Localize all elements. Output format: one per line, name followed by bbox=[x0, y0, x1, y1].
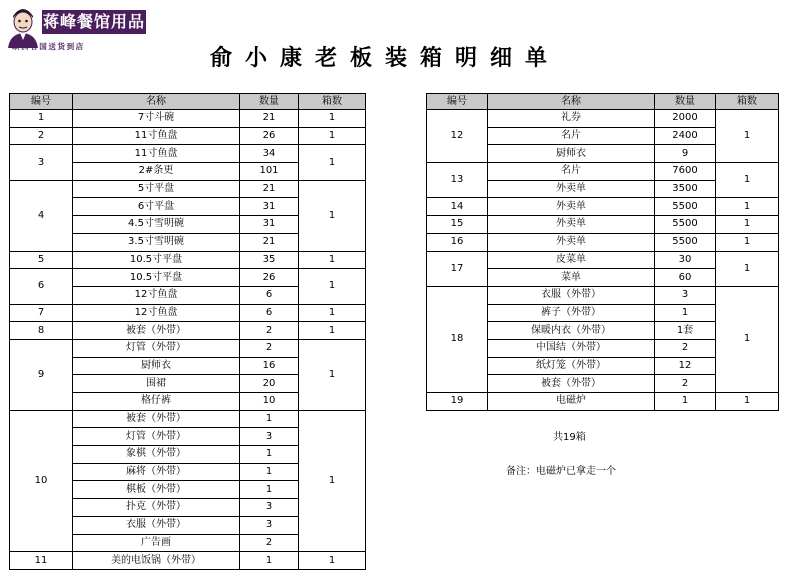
cell-number: 11 bbox=[10, 552, 73, 570]
cell-quantity: 31 bbox=[240, 198, 299, 216]
cell-item-name: 外卖单 bbox=[488, 233, 655, 251]
column-header-number: 编号 bbox=[10, 94, 73, 110]
table-row bbox=[10, 552, 366, 570]
cell-item-name: 礼券 bbox=[488, 110, 655, 128]
table-row bbox=[10, 322, 366, 340]
cell-item-name: 麻将（外带） bbox=[73, 463, 240, 481]
column-header-quantity: 数量 bbox=[655, 94, 716, 110]
cell-item-name: 外卖单 bbox=[488, 216, 655, 234]
cell-item-name: 11寸鱼盘 bbox=[73, 145, 240, 163]
cell-quantity: 1 bbox=[240, 481, 299, 499]
cell-item-name: 格仔裤 bbox=[73, 393, 240, 411]
cell-item-name: 厨师衣 bbox=[73, 357, 240, 375]
cell-number: 8 bbox=[10, 322, 73, 340]
cell-number: 10 bbox=[10, 410, 73, 552]
cell-item-name: 菜单 bbox=[488, 269, 655, 287]
packing-table-left bbox=[9, 93, 366, 570]
cell-quantity: 5500 bbox=[655, 233, 716, 251]
cell-quantity: 3500 bbox=[655, 180, 716, 198]
cell-item-name: 裤子（外带） bbox=[488, 304, 655, 322]
cell-quantity: 1 bbox=[240, 463, 299, 481]
cell-number: 5 bbox=[10, 251, 73, 269]
cell-quantity: 6 bbox=[240, 304, 299, 322]
column-header-boxes: 箱数 bbox=[716, 94, 779, 110]
cell-quantity: 34 bbox=[240, 145, 299, 163]
cell-item-name: 围裙 bbox=[73, 375, 240, 393]
cell-number: 4 bbox=[10, 180, 73, 251]
cell-boxes: 1 bbox=[716, 233, 779, 251]
cell-boxes: 1 bbox=[716, 216, 779, 234]
table-row bbox=[427, 233, 779, 251]
cell-number: 3 bbox=[10, 145, 73, 180]
cell-item-name: 棋板（外带） bbox=[73, 481, 240, 499]
cell-item-name: 2#条更 bbox=[73, 163, 240, 181]
cell-number: 6 bbox=[10, 269, 73, 304]
cell-quantity: 60 bbox=[655, 269, 716, 287]
cell-quantity: 12 bbox=[655, 357, 716, 375]
cell-quantity: 2 bbox=[240, 322, 299, 340]
table-row bbox=[10, 251, 366, 269]
cell-item-name: 3.5寸雪明碗 bbox=[73, 233, 240, 251]
cell-boxes: 1 bbox=[299, 552, 366, 570]
cell-number: 15 bbox=[427, 216, 488, 234]
cell-quantity: 3 bbox=[240, 499, 299, 517]
cell-quantity: 7600 bbox=[655, 163, 716, 181]
cell-quantity: 21 bbox=[240, 180, 299, 198]
cell-item-name: 10.5寸平盘 bbox=[73, 251, 240, 269]
cell-item-name: 11寸鱼盘 bbox=[73, 127, 240, 145]
cell-item-name: 12寸鱼盘 bbox=[73, 286, 240, 304]
cell-item-name: 皮菜单 bbox=[488, 251, 655, 269]
cell-item-name: 外卖单 bbox=[488, 198, 655, 216]
total-boxes-note: 共19箱 bbox=[553, 432, 586, 443]
cell-item-name: 被套（外带） bbox=[73, 322, 240, 340]
cell-quantity: 5500 bbox=[655, 216, 716, 234]
cell-boxes: 1 bbox=[716, 251, 779, 286]
remark-note: 备注：电磁炉已拿走一个 bbox=[506, 466, 616, 477]
cell-boxes: 1 bbox=[299, 110, 366, 128]
cell-quantity: 1 bbox=[240, 552, 299, 570]
cell-item-name: 美的电饭锅（外带） bbox=[73, 552, 240, 570]
cell-item-name: 6寸平盘 bbox=[73, 198, 240, 216]
cell-item-name: 4.5寸雪明碗 bbox=[73, 216, 240, 234]
cell-quantity: 10 bbox=[240, 393, 299, 411]
cell-quantity: 16 bbox=[240, 357, 299, 375]
cell-item-name: 衣服（外带） bbox=[488, 286, 655, 304]
cell-item-name: 保暖内衣（外带） bbox=[488, 322, 655, 340]
cell-boxes: 1 bbox=[299, 339, 366, 410]
document-title: 俞小康老板装箱明细单 bbox=[210, 46, 561, 71]
table-header-row bbox=[427, 94, 779, 110]
cell-quantity: 2 bbox=[240, 339, 299, 357]
table-row bbox=[10, 410, 366, 428]
table-row bbox=[10, 304, 366, 322]
cell-number: 2 bbox=[10, 127, 73, 145]
cell-quantity: 2 bbox=[655, 339, 716, 357]
table-row bbox=[10, 269, 366, 287]
cell-quantity: 30 bbox=[655, 251, 716, 269]
table-row bbox=[427, 286, 779, 304]
cell-quantity: 2 bbox=[240, 534, 299, 552]
cell-item-name: 被套（外带） bbox=[488, 375, 655, 393]
cell-quantity: 5500 bbox=[655, 198, 716, 216]
cell-quantity: 1 bbox=[240, 446, 299, 464]
cell-item-name: 12寸鱼盘 bbox=[73, 304, 240, 322]
cell-item-name: 外卖单 bbox=[488, 180, 655, 198]
cell-boxes: 1 bbox=[299, 127, 366, 145]
cell-number: 13 bbox=[427, 163, 488, 198]
cell-quantity: 3 bbox=[240, 428, 299, 446]
column-header-number: 编号 bbox=[427, 94, 488, 110]
cell-item-name: 厨师衣 bbox=[488, 145, 655, 163]
column-header-name: 名称 bbox=[73, 94, 240, 110]
table-row bbox=[10, 180, 366, 198]
cell-item-name: 广告画 bbox=[73, 534, 240, 552]
table-row bbox=[10, 127, 366, 145]
cell-boxes: 1 bbox=[716, 286, 779, 392]
table-row bbox=[427, 110, 779, 128]
cell-number: 19 bbox=[427, 393, 488, 411]
cell-number: 16 bbox=[427, 233, 488, 251]
table-header-row bbox=[10, 94, 366, 110]
column-header-quantity: 数量 bbox=[240, 94, 299, 110]
cell-number: 7 bbox=[10, 304, 73, 322]
cell-boxes: 1 bbox=[716, 198, 779, 216]
cell-item-name: 衣服（外带） bbox=[73, 516, 240, 534]
cell-number: 14 bbox=[427, 198, 488, 216]
cell-quantity: 35 bbox=[240, 251, 299, 269]
table-row bbox=[427, 251, 779, 269]
column-header-name: 名称 bbox=[488, 94, 655, 110]
cell-number: 1 bbox=[10, 110, 73, 128]
cell-quantity: 2400 bbox=[655, 127, 716, 145]
cell-quantity: 21 bbox=[240, 233, 299, 251]
cell-item-name: 扑克（外带） bbox=[73, 499, 240, 517]
cell-item-name: 7寸斗碗 bbox=[73, 110, 240, 128]
cell-number: 17 bbox=[427, 251, 488, 286]
cell-boxes: 1 bbox=[299, 145, 366, 180]
cell-quantity: 2 bbox=[655, 375, 716, 393]
cell-quantity: 21 bbox=[240, 110, 299, 128]
cell-quantity: 1 bbox=[240, 410, 299, 428]
cell-item-name: 纸灯笼（外带） bbox=[488, 357, 655, 375]
cell-quantity: 26 bbox=[240, 269, 299, 287]
cell-item-name: 5寸平盘 bbox=[73, 180, 240, 198]
table-row bbox=[10, 145, 366, 163]
cell-number: 9 bbox=[10, 339, 73, 410]
cell-number: 18 bbox=[427, 286, 488, 392]
cell-boxes: 1 bbox=[299, 251, 366, 269]
cell-item-name: 灯管（外带） bbox=[73, 339, 240, 357]
cell-boxes: 1 bbox=[299, 322, 366, 340]
table-row bbox=[10, 110, 366, 128]
table-row bbox=[427, 163, 779, 181]
cell-quantity: 6 bbox=[240, 286, 299, 304]
cell-quantity: 1套 bbox=[655, 322, 716, 340]
logo-tagline: 欧洲各国送货到店 bbox=[12, 42, 85, 51]
table-row bbox=[427, 393, 779, 411]
cell-quantity: 20 bbox=[240, 375, 299, 393]
cell-item-name: 被套（外带） bbox=[73, 410, 240, 428]
cell-item-name: 电磁炉 bbox=[488, 393, 655, 411]
cell-item-name: 名片 bbox=[488, 163, 655, 181]
cell-boxes: 1 bbox=[716, 163, 779, 198]
cell-quantity: 101 bbox=[240, 163, 299, 181]
table-row bbox=[427, 198, 779, 216]
company-logo bbox=[6, 8, 148, 54]
cell-quantity: 26 bbox=[240, 127, 299, 145]
cell-boxes: 1 bbox=[299, 304, 366, 322]
cell-number: 12 bbox=[427, 110, 488, 163]
cell-quantity: 31 bbox=[240, 216, 299, 234]
cell-quantity: 1 bbox=[655, 304, 716, 322]
cell-quantity: 2000 bbox=[655, 110, 716, 128]
cell-boxes: 1 bbox=[716, 393, 779, 411]
column-header-boxes: 箱数 bbox=[299, 94, 366, 110]
packing-table-right bbox=[426, 93, 779, 411]
table-row bbox=[10, 339, 366, 357]
cell-item-name: 名片 bbox=[488, 127, 655, 145]
cell-boxes: 1 bbox=[299, 410, 366, 552]
cell-quantity: 3 bbox=[655, 286, 716, 304]
cell-boxes: 1 bbox=[716, 110, 779, 163]
cell-item-name: 象棋（外带） bbox=[73, 446, 240, 464]
cell-item-name: 灯管（外带） bbox=[73, 428, 240, 446]
cell-item-name: 10.5寸平盘 bbox=[73, 269, 240, 287]
cell-quantity: 3 bbox=[240, 516, 299, 534]
cell-boxes: 1 bbox=[299, 180, 366, 251]
cell-boxes: 1 bbox=[299, 269, 366, 304]
cell-quantity: 9 bbox=[655, 145, 716, 163]
table-row bbox=[427, 216, 779, 234]
logo-company-name: 蒋峰餐馆用品 bbox=[42, 10, 146, 34]
cell-item-name: 中国结（外带） bbox=[488, 339, 655, 357]
cell-quantity: 1 bbox=[655, 393, 716, 411]
